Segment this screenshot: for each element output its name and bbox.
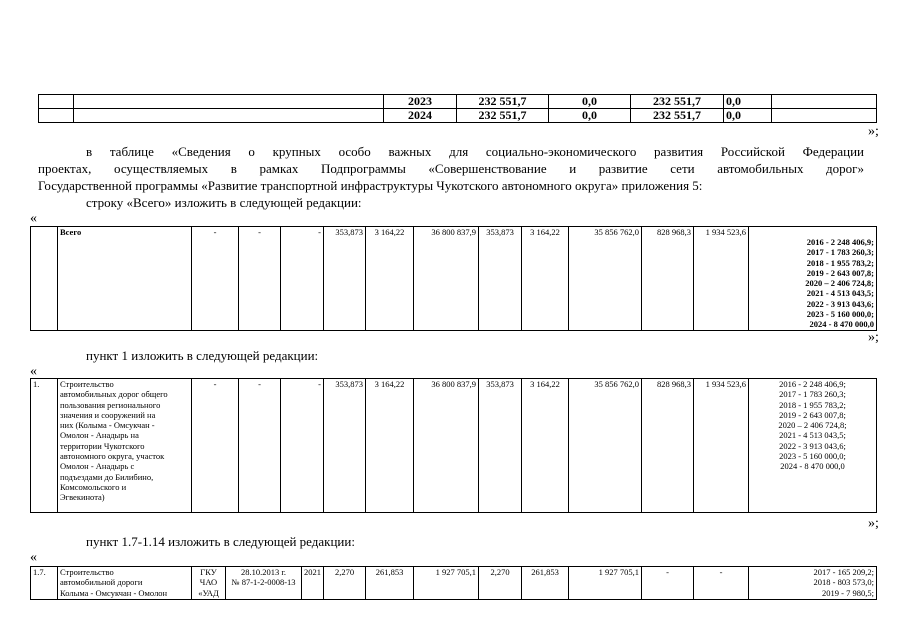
name-line: Колыма - Омсукчан - Омолон xyxy=(60,587,168,598)
table-cell: 1 934 523,6 xyxy=(694,379,749,513)
name-line: них (Колыма - Омсукчан - xyxy=(60,420,155,431)
table-cell: 1 927 705,1 xyxy=(569,567,642,600)
org-line: ГКУ xyxy=(200,567,217,577)
year-value: 2024 - 8 470 000,0 xyxy=(809,319,874,330)
table-cell: - xyxy=(642,567,694,600)
name-line: Омолон - Анадырь с xyxy=(60,461,135,472)
table-cell: 828 968,3 xyxy=(642,227,694,331)
year-value: 2016 - 2 248 406,9; xyxy=(779,379,846,389)
table-cell: 353,873 xyxy=(479,227,522,331)
year-value: 2019 - 2 643 007,8; xyxy=(779,409,846,420)
year-value: 2023 - 5 160 000,0; xyxy=(806,309,874,320)
name-line: значения и сооружений на xyxy=(60,409,156,420)
table-cell: 261,853 xyxy=(522,567,569,600)
name-line: Эгвекинота) xyxy=(60,492,105,503)
close-quote: »; xyxy=(868,124,879,139)
year-value: 2020 – 2 406 724,8; xyxy=(805,278,874,289)
point1-table xyxy=(30,378,877,513)
intro-line: строку «Всего» изложить в следующей редакции: xyxy=(86,195,362,210)
doc-line: 28.10.2013 г. xyxy=(240,567,287,577)
name-line: пользования регионального xyxy=(60,399,161,410)
name-line: Омолон - Анадырь на xyxy=(60,430,139,441)
table-cell: - xyxy=(192,379,239,513)
table-cell: 353,873 xyxy=(479,379,522,513)
top-table xyxy=(38,94,877,123)
point17-heading: пункт 1.7-1.14 изложить в следующей редакции: xyxy=(86,534,355,549)
table-cell: - xyxy=(694,567,749,600)
row-number: 1. xyxy=(31,379,58,513)
total-table xyxy=(30,226,877,331)
table-cell: 353,873 xyxy=(324,379,366,513)
year-value: 2020 – 2 406 724,8; xyxy=(778,420,847,431)
project-name xyxy=(58,379,192,513)
year-value: 2019 - 7 980,5; xyxy=(822,587,874,598)
name-line: Строительство xyxy=(60,379,114,389)
year-value: 2017 - 165 209,2; xyxy=(813,567,874,577)
year-value: 2022 - 3 913 043,6; xyxy=(779,440,846,451)
intro-line: Государственной программы «Развитие транспортной инфраструктуры Чукотского автономного округа» приложения 5: xyxy=(38,178,703,193)
intro-line: проектах, осуществляемых в рамках Подпрограммы «Совершенствование и развитие сети автомобильных дорог» xyxy=(38,161,864,176)
table-cell: - xyxy=(239,379,281,513)
year-value: 2018 - 1 955 783,2; xyxy=(779,399,846,410)
year-value: 2017 - 1 783 260,3; xyxy=(806,247,874,258)
table-cell: - xyxy=(281,227,324,331)
table-cell: 353,873 xyxy=(324,227,366,331)
table-cell: 1 927 705,1 xyxy=(414,567,479,600)
year-value: 2018 - 1 955 783,2; xyxy=(806,257,874,268)
year-value: 2019 - 2 643 007,8; xyxy=(806,267,874,278)
value-cell: 0,0 xyxy=(724,95,772,109)
table-cell: 3 164,22 xyxy=(522,379,569,513)
year-value: 2017 - 1 783 260,3; xyxy=(779,389,846,400)
name-line: автономного округа, участок xyxy=(60,451,165,462)
value-cell: 232 551,7 xyxy=(457,95,549,109)
intro-paragraph xyxy=(38,143,864,211)
open-quote: « xyxy=(30,364,37,379)
name-line: подъездами до Билибино, xyxy=(60,471,154,482)
year-value: 2022 - 3 913 043,6; xyxy=(806,298,874,309)
year-cell: 2023 xyxy=(384,95,457,109)
table-cell: 35 856 762,0 xyxy=(569,379,642,513)
organization-cell xyxy=(192,567,226,600)
doc-line: № 87-1-2-0008-13 xyxy=(231,577,296,588)
year-value: 2024 - 8 470 000,0 xyxy=(780,461,845,472)
table-cell: 36 800 837,9 xyxy=(414,379,479,513)
year-value: 2016 - 2 248 406,9; xyxy=(806,237,874,247)
project-name xyxy=(58,567,192,600)
name-line: автомобильных дорог общего xyxy=(60,389,168,400)
table-cell: 3 164,22 xyxy=(522,227,569,331)
close-quote: »; xyxy=(868,516,879,531)
years-cell xyxy=(749,567,877,600)
table-cell: 3 164,22 xyxy=(366,227,414,331)
value-cell: 0,0 xyxy=(549,109,631,123)
year-value: 2021 - 4 513 043,5; xyxy=(806,288,874,299)
close-quote: »; xyxy=(868,330,879,345)
year-value: 2018 - 803 573,0; xyxy=(813,577,874,588)
table-row xyxy=(31,567,877,600)
years-cell xyxy=(749,379,877,513)
document-cell xyxy=(226,567,302,600)
table-row xyxy=(39,95,877,109)
point17-table xyxy=(30,566,877,600)
table-row xyxy=(39,109,877,123)
table-row xyxy=(31,379,877,513)
name-line: Строительство xyxy=(60,567,114,577)
table-row xyxy=(31,227,877,331)
intro-line: в таблице «Сведения о крупных особо важных для социально-экономического развития Российской Федерации xyxy=(86,144,864,159)
value-cell: 0,0 xyxy=(724,109,772,123)
open-quote: « xyxy=(30,550,37,565)
year-value: 2023 - 5 160 000,0; xyxy=(779,451,846,462)
name-line: Комсомольского и xyxy=(60,481,127,492)
org-line: ЧАО xyxy=(199,577,218,588)
total-label: Всего xyxy=(58,227,192,331)
table-cell: - xyxy=(192,227,239,331)
open-quote: « xyxy=(30,211,37,226)
year-cell: 2024 xyxy=(384,109,457,123)
table-cell: 828 968,3 xyxy=(642,379,694,513)
value-cell: 232 551,7 xyxy=(631,109,724,123)
row-number: 1.7. xyxy=(31,567,58,600)
value-cell: 232 551,7 xyxy=(457,109,549,123)
table-cell: - xyxy=(281,379,324,513)
table-cell: 1 934 523,6 xyxy=(694,227,749,331)
name-line: территории Чукотского xyxy=(60,440,145,451)
year-value: 2021 - 4 513 043,5; xyxy=(779,430,846,441)
table-cell: 36 800 837,9 xyxy=(414,227,479,331)
table-cell: 2,270 xyxy=(479,567,522,600)
table-cell: - xyxy=(239,227,281,331)
table-cell: 3 164,22 xyxy=(366,379,414,513)
table-cell: 35 856 762,0 xyxy=(569,227,642,331)
name-line: автомобильной дороги xyxy=(60,577,143,588)
table-cell: 2021 xyxy=(302,567,324,600)
point1-heading: пункт 1 изложить в следующей редакции: xyxy=(86,348,319,363)
years-cell xyxy=(749,227,877,331)
org-line: «УАД xyxy=(198,587,219,598)
table-cell: 261,853 xyxy=(366,567,414,600)
value-cell: 0,0 xyxy=(549,95,631,109)
value-cell: 232 551,7 xyxy=(631,95,724,109)
table-cell: 2,270 xyxy=(324,567,366,600)
